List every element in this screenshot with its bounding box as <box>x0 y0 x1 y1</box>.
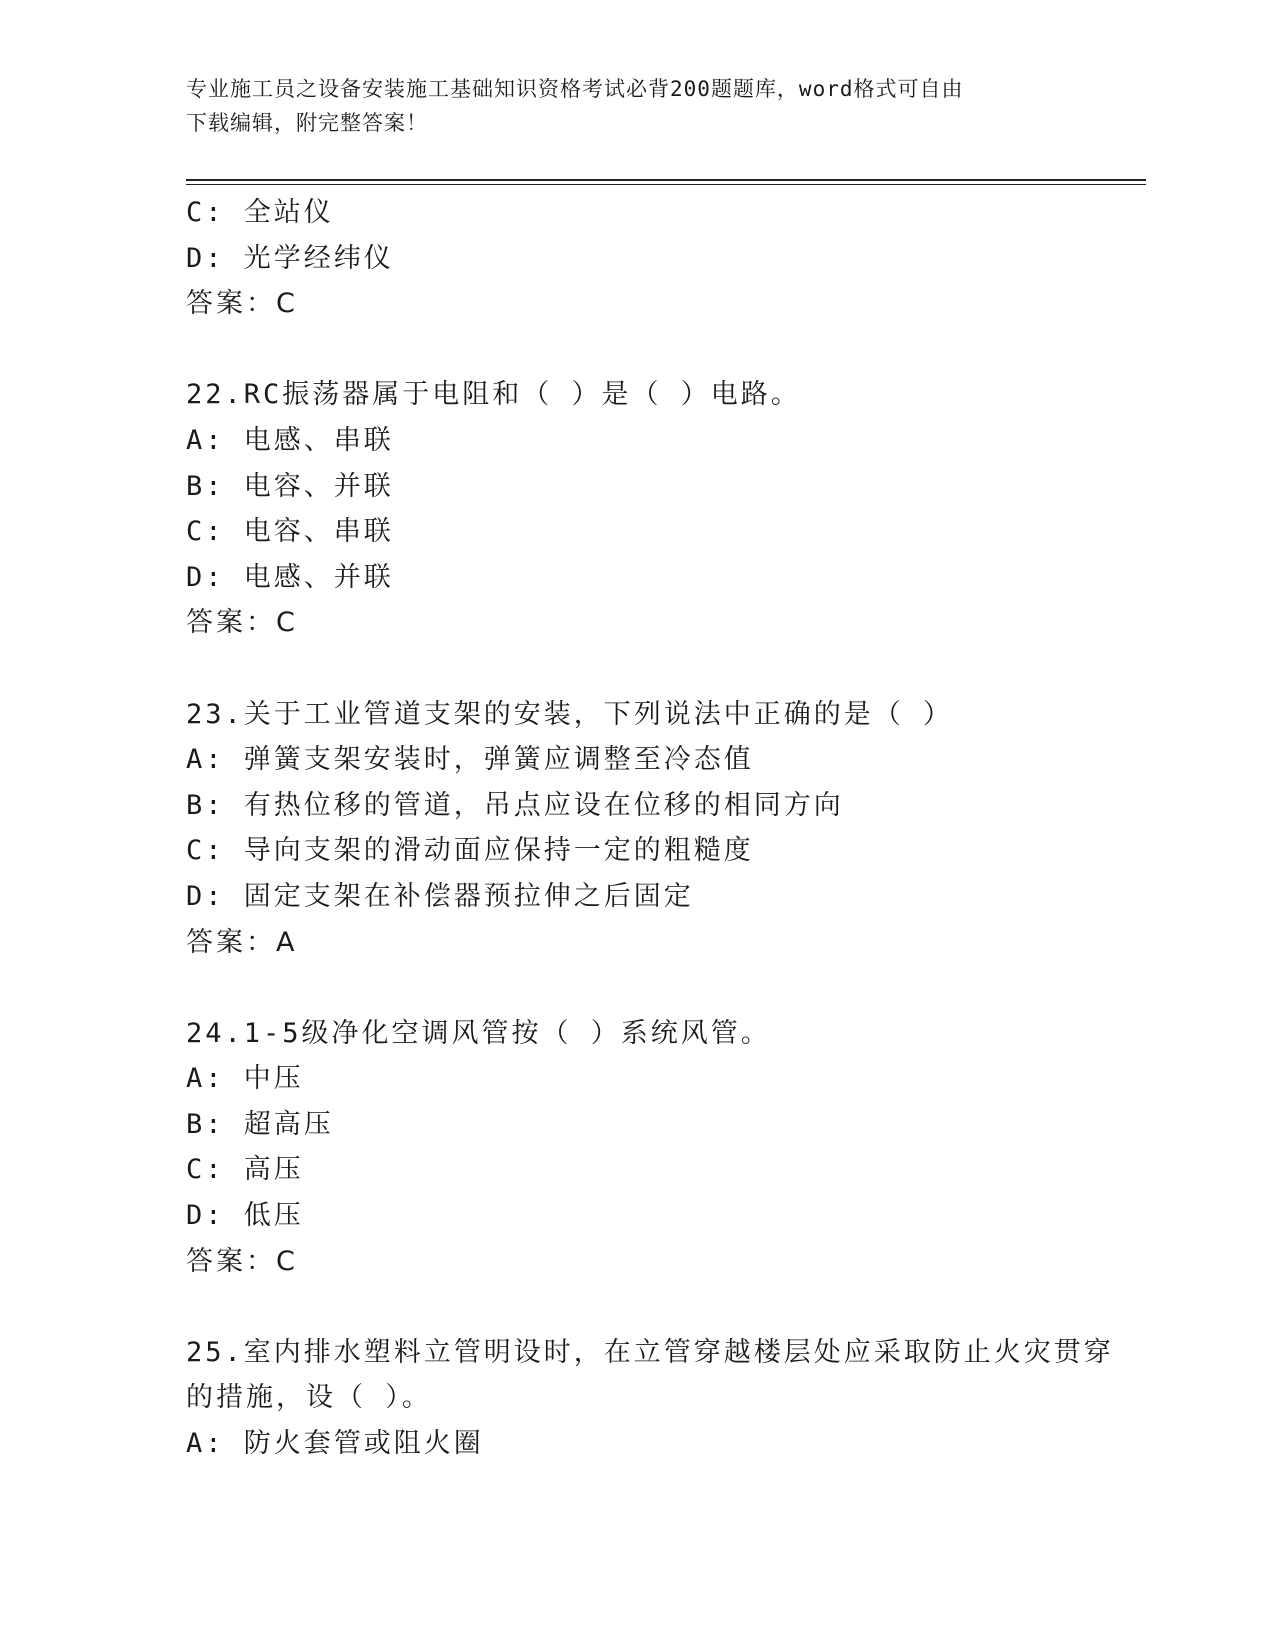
document-header <box>186 72 1086 140</box>
option-b: B: 电容、并联 <box>186 470 394 502</box>
option-c: C: 电容、串联 <box>186 516 394 548</box>
option-a: A: 弹簧支架安装时，弹簧应调整至冷态值 <box>186 744 754 776</box>
answer-line: 答案：A <box>186 926 298 958</box>
question-text: 24.1-5级净化空调风管按（ ）系统风管。 <box>186 1017 771 1049</box>
option-b: B: 超高压 <box>186 1108 334 1140</box>
option-c: C: 高压 <box>186 1154 304 1186</box>
option-b: B: 有热位移的管道，吊点应设在位移的相同方向 <box>186 789 844 821</box>
answer-line: 答案：C <box>186 607 298 639</box>
option-d: D: 光学经纬仪 <box>186 242 394 274</box>
question-text: 23.关于工业管道支架的安装，下列说法中正确的是（ ） <box>186 698 954 730</box>
question-text-line-1: 25.室内排水塑料立管明设时，在立管穿越楼层处应采取防止火灾贯穿 <box>186 1336 1114 1368</box>
option-a: A: 防火套管或阻火圈 <box>186 1428 484 1460</box>
option-d: D: 低压 <box>186 1200 304 1232</box>
option-d: D: 固定支架在补偿器预拉伸之后固定 <box>186 880 694 912</box>
question-text-line-2: 的措施，设（ ）。 <box>186 1382 432 1414</box>
option-c: C: 全站仪 <box>186 197 334 228</box>
option-a: A: 电感、串联 <box>186 424 394 456</box>
answer-line: 答案：C <box>186 288 298 320</box>
question-text: 22.RC振荡器属于电阻和（ ）是（ ）电路。 <box>186 379 801 411</box>
option-d: D: 电感、并联 <box>186 561 394 593</box>
header-title-line-2: 下载编辑，附完整答案！ <box>186 111 428 135</box>
option-c: C: 导向支架的滑动面应保持一定的粗糙度 <box>186 835 754 867</box>
header-divider-thin <box>186 184 1146 185</box>
answer-line: 答案：C <box>186 1245 298 1277</box>
header-title-line-1: 专业施工员之设备安装施工基础知识资格考试必背200题题库，word格式可自由 <box>186 77 964 101</box>
header-divider-thick <box>186 179 1146 181</box>
option-a: A: 中压 <box>186 1063 304 1095</box>
question-list <box>186 190 1126 1467</box>
